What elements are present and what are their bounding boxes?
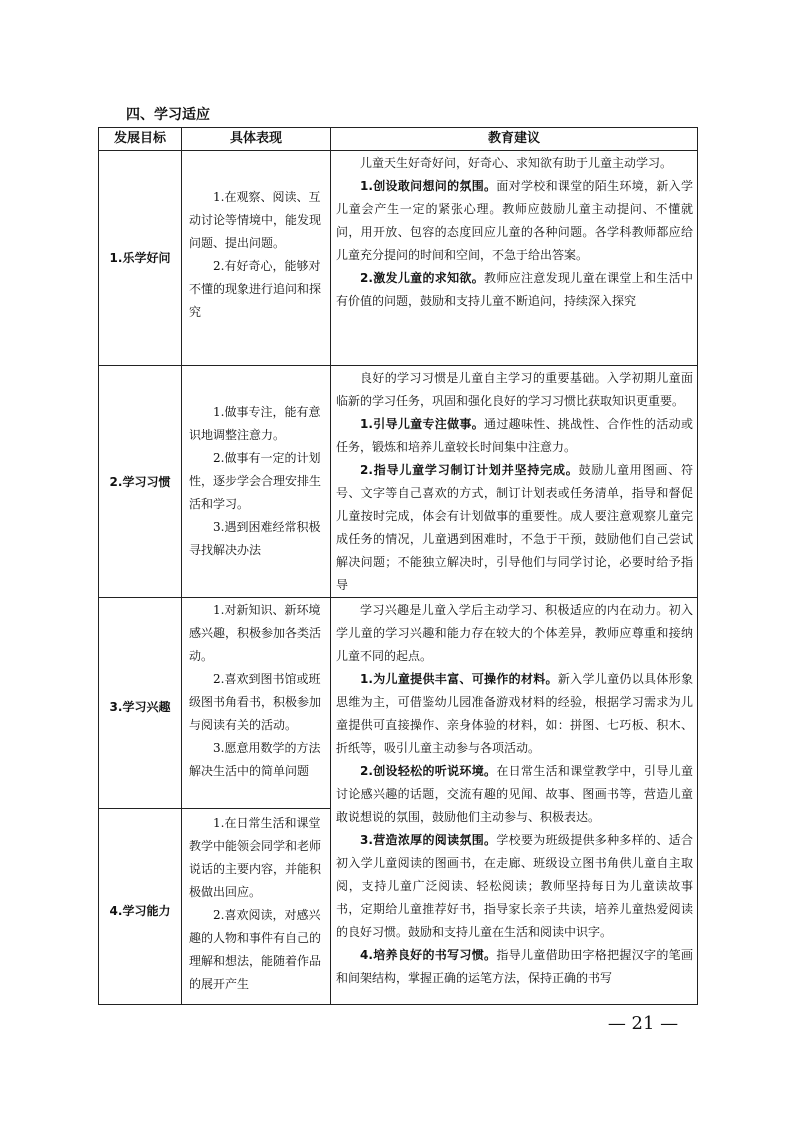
col-divider-2 xyxy=(330,127,331,1005)
section-title: 四、学习适应 xyxy=(126,107,210,123)
advice-point xyxy=(336,459,693,597)
advice-intro: 良好的学习习惯是儿童自主学习的重要基础。入学初期儿童面临新的学习任务，巩固和强化良好的学习习惯比获取知识更重要。 xyxy=(336,371,693,408)
advice-3 xyxy=(336,599,693,990)
performance-2 xyxy=(189,401,329,562)
performance-item: 3.遇到困难经常积极寻找解决办法 xyxy=(189,520,321,557)
goal-2: 2.学习习惯 xyxy=(109,475,171,489)
performance-item: 2.喜欢到图书馆或班级图书角看书，积极参加与阅读有关的活动。 xyxy=(189,672,322,732)
goal-4: 4.学习能力 xyxy=(109,904,171,918)
advice-point-body: 新入学儿童仍以具体形象思维为主，可借鉴幼儿园准备游戏材料的经验，根据学习需求为儿童提供可直接操作、亲身体验的材料，如：拼图、七巧板、积木、折纸等，吸引儿童主动参与各项活动。 xyxy=(336,672,693,755)
header-advice: 教育建议 xyxy=(487,131,540,146)
advice-point-body: 鼓励儿童用图画、符号、文字等自己喜欢的方式，制订计划表或任务清单，指导和督促儿童按时完成，体会有计划做事的重要性。成人要注意观察儿童完成任务的情况，儿童遇到困难时，不急于干预，鼓励他们自己尝试解决问题；不能独立解决时，引导他们与同学讨论，必要时给予指导 xyxy=(336,463,693,592)
performance-item: 1.对新知识、新环境感兴趣，积极参加各类活动。 xyxy=(189,603,322,663)
header-goal: 发展目标 xyxy=(113,131,166,146)
advice-point xyxy=(336,175,693,267)
advice-point xyxy=(336,829,693,944)
advice-point-heading: 2.指导儿童学习制订计划并坚持完成。 xyxy=(360,463,579,477)
header-performance: 具体表现 xyxy=(229,131,282,146)
advice-point-heading: 3.营造浓厚的阅读氛围。 xyxy=(360,833,497,847)
performance-3 xyxy=(189,599,329,783)
row-divider-3-left xyxy=(98,808,330,809)
advice-point-body: 面对学校和课堂的陌生环境，新入学儿童会产生一定的紧张心理。教师应鼓励儿童主动提问、不懂就问，用开放、包容的态度回应儿童的各种问题。各学科教师都应给儿童充分提问的时间和空间，不急于给出答案。 xyxy=(336,179,693,262)
performance-1 xyxy=(189,186,329,324)
advice-point-body: 指导儿童借助田字格把握汉字的笔画和间架结构，掌握正确的运笔方法，保持正确的书写 xyxy=(336,948,693,985)
header-divider xyxy=(98,150,698,151)
advice-point-body: 通过趣味性、挑战性、合作性的活动或任务，锻炼和培养儿童较长时间集中注意力。 xyxy=(336,417,693,454)
advice-point xyxy=(336,668,693,760)
page-number: — 21 — xyxy=(607,1013,679,1034)
advice-point xyxy=(336,760,693,829)
advice-point-heading: 1.创设敢问想问的氛围。 xyxy=(360,179,497,193)
performance-item: 3.愿意用数学的方法解决生活中的简单问题 xyxy=(189,741,321,778)
goal-1: 1.乐学好问 xyxy=(109,251,171,265)
advice-1 xyxy=(336,152,693,313)
performance-item: 1.做事专注，能有意识地调整注意力。 xyxy=(189,405,321,442)
advice-point-heading: 1.引导儿童专注做事。 xyxy=(360,417,485,431)
performance-item: 1.在日常生活和课堂教学中能领会同学和老师说话的主要内容，并能积极做出回应。 xyxy=(189,816,322,899)
advice-intro: 学习兴趣是儿童入学后主动学习、积极适应的内在动力。初入学儿童的学习兴趣和能力存在较大的个体差异，教师应尊重和接纳儿童不同的起点。 xyxy=(336,603,693,663)
row-divider-1 xyxy=(98,365,698,366)
advice-point-heading: 2.激发儿童的求知欲。 xyxy=(360,271,485,285)
performance-4 xyxy=(189,812,329,996)
advice-point xyxy=(336,413,693,459)
performance-item: 2.喜欢阅读，对感兴趣的人物和事件有自己的理解和想法，能随着作品的展开产生 xyxy=(189,908,322,991)
advice-point-heading: 2.创设轻松的听说环境。 xyxy=(360,764,497,778)
advice-intro: 儿童天生好奇好问，好奇心、求知欲有助于儿童主动学习。 xyxy=(360,156,673,170)
advice-point-body: 学校要为班级提供多种多样的、适合初入学儿童阅读的图画书，在走廊、班级设立图书角供儿童自主取阅，支持儿童广泛阅读、轻松阅读；教师坚持每日为儿童读故事书，定期给儿童推荐好书，指导家长亲子共读，培养儿童热爱阅读的良好习惯。鼓励和支持儿童在生活和阅读中识字。 xyxy=(336,833,693,939)
advice-point-heading: 4.培养良好的书写习惯。 xyxy=(360,948,497,962)
performance-item: 1.在观察、阅读、互动讨论等情境中，能发现问题、提出问题。 xyxy=(189,190,322,250)
advice-point-body: 在日常生活和课堂教学中，引导儿童讨论感兴趣的话题，交流有趣的见闻、故事、图画书等，营造儿童敢说想说的氛围，鼓励他们主动参与、积极表达。 xyxy=(336,764,693,824)
performance-item: 2.做事有一定的计划性，逐步学会合理安排生活和学习。 xyxy=(189,451,322,511)
col-divider-1 xyxy=(181,127,182,1005)
performance-item: 2.有好奇心，能够对不懂的现象进行追问和探究 xyxy=(189,259,322,319)
row-divider-2 xyxy=(98,597,698,598)
advice-point xyxy=(336,267,693,313)
advice-point xyxy=(336,944,693,990)
goal-3: 3.学习兴趣 xyxy=(109,700,171,714)
advice-point-heading: 1.为儿童提供丰富、可操作的材料。 xyxy=(360,672,558,686)
advice-2 xyxy=(336,367,693,597)
advice-point-body: 教师应注意发现儿童在课堂上和生活中有价值的问题，鼓励和支持儿童不断追问，持续深入探究 xyxy=(336,271,693,308)
